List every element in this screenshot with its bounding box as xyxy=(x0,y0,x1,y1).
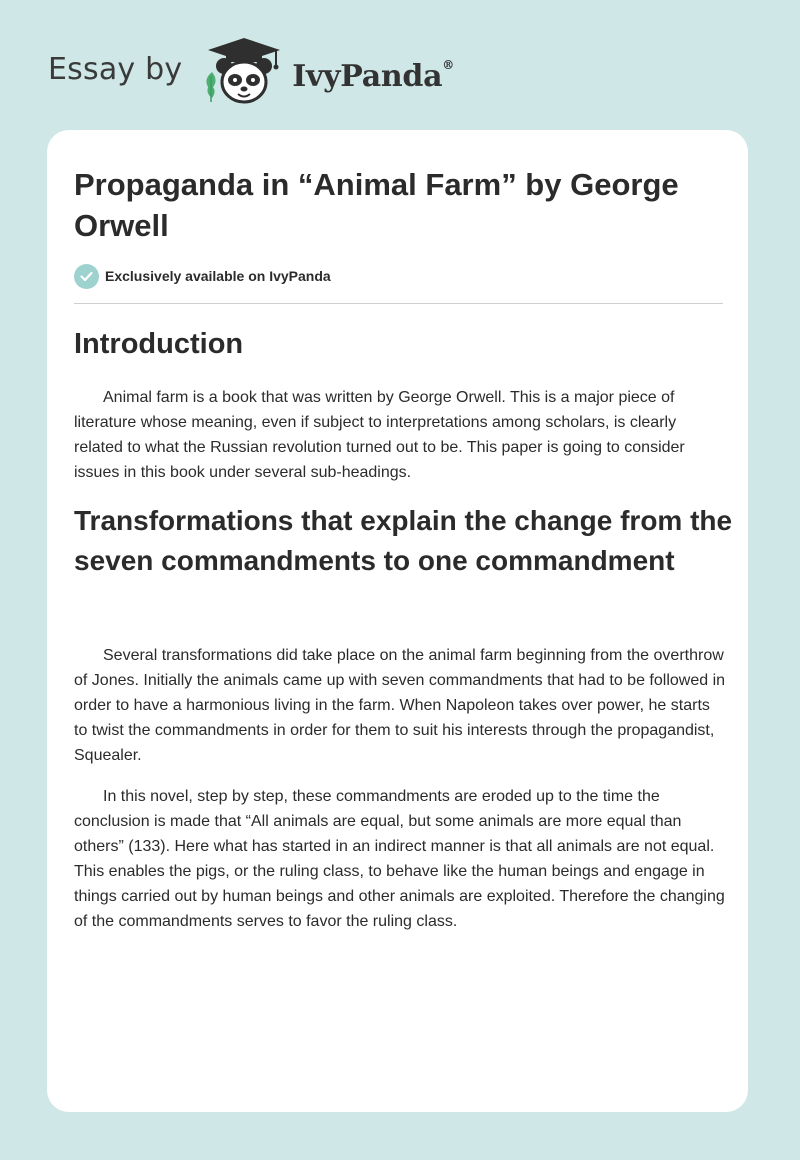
essay-title: Propaganda in “Animal Farm” by George Orwell xyxy=(74,167,679,243)
essay-by-label: Essay by xyxy=(48,52,183,87)
panda-graduate-logo-icon[interactable] xyxy=(200,36,288,108)
site-header xyxy=(48,36,454,108)
check-badge-icon xyxy=(74,264,99,289)
registered-mark: ® xyxy=(442,57,454,72)
exclusive-badge xyxy=(74,263,331,289)
section-heading-introduction: Introduction xyxy=(74,328,244,360)
paragraph: In this novel, step by step, these commandments are eroded up to the time the conclusion is made that “All animals are equal, but some animals are more equal than others” (133). Here what has started in an indirect manner is that all animals are not equal. This enables the pigs, or the ruling class, to behave like the human beings and engage in things carried out by human beings and other animals are exploited. Therefore the changing of the commandments serves to favor the ruling class. xyxy=(74,788,725,930)
exclusive-label: Exclusively available on IvyPanda xyxy=(105,268,331,284)
brand-name[interactable]: IvyPanda® xyxy=(292,57,454,94)
paragraph: Animal farm is a book that was written by George Orwell. This is a major piece of literature whose meaning, even if subject to interpretations among scholars, is clearly related to what the Russian revolution turned out to be. This paper is going to consider issues in this book under several sub-headings. xyxy=(74,389,685,481)
divider xyxy=(74,303,723,304)
section-heading-transformations: Transformations that explain the change from the seven commandments to one commandment xyxy=(74,505,733,576)
essay-card xyxy=(47,130,748,1112)
paragraph: Several transformations did take place on the animal farm beginning from the overthrow of Jones. Initially the animals came up with seven commandments that had to be followed in order to have a harmonious living in the farm. When Napoleon takes over power, he starts to twist the commandments in order for them to suit his interests through the propagandist, Squealer. xyxy=(74,647,726,764)
